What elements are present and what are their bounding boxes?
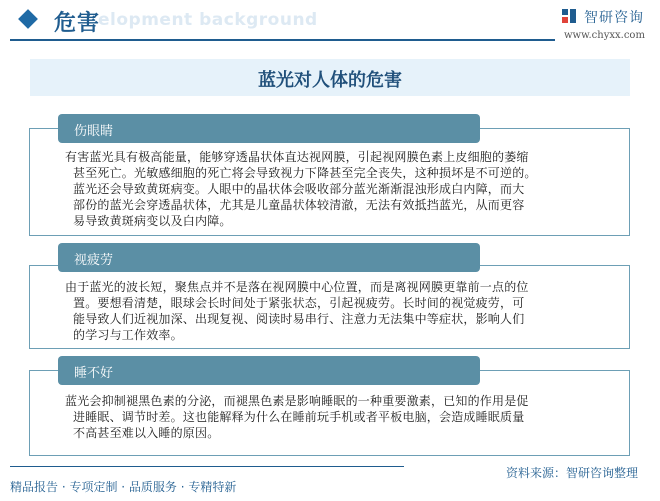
- banner: [30, 59, 630, 96]
- data-source: 资料来源：智研咨询整理: [506, 466, 639, 480]
- body-line: 能导致人们近视加深、出现复视、阅读时易串行、注意力无法集中等症状，影响人们: [73, 312, 525, 326]
- section-body: [65, 393, 600, 441]
- header-watermark: elopment background: [98, 10, 318, 30]
- body-line: 易导致黄斑病变以及白内障。: [73, 214, 232, 228]
- footer-divider: [10, 466, 330, 467]
- section-tab: [58, 114, 480, 143]
- section-tab: [58, 356, 480, 385]
- footer-slogan: 精品报告 · 专项定制 · 品质服务 · 专精特新: [10, 480, 237, 494]
- body-line: 部份的蓝光会穿透晶状体，尤其是儿童晶状体较清澈，无法有效抵挡蓝光，从而更容: [73, 198, 525, 212]
- section-tab-label: 视疲劳: [74, 253, 114, 268]
- section-tab-label: 伤眼睛: [74, 124, 114, 139]
- page-header: [0, 0, 660, 45]
- brand-logo-icon: [562, 9, 576, 23]
- page-title: 危害: [54, 10, 101, 36]
- diamond-bullet-icon: [18, 9, 38, 29]
- body-line: 的学习与工作效率。: [73, 328, 183, 342]
- section-body: [65, 279, 600, 343]
- brand-url: www.chyxx.com: [564, 30, 645, 41]
- header-divider: [10, 39, 555, 41]
- body-line: 有害蓝光具有极高能量，能够穿透晶状体直达视网膜，引起视网膜色素上皮细胞的萎缩: [65, 150, 529, 164]
- body-line: 蓝光会抑制褪黑色素的分泌，而褪黑色素是影响睡眠的一种重要激素，已知的作用是促: [65, 394, 529, 408]
- body-line: 不高甚至难以入睡的原因。: [73, 426, 220, 440]
- section-body: [65, 149, 600, 229]
- section-poor-sleep: [29, 356, 630, 456]
- section-tab: [58, 243, 480, 272]
- body-line: 置。要想看清楚，眼球会长时间处于紧张状态，引起视疲劳。长时间的视觉疲劳，可: [73, 296, 525, 310]
- body-line: 蓝光还会导致黄斑病变。人眼中的晶状体会吸收部分蓝光渐渐混浊形成白内障，而大: [73, 182, 525, 196]
- section-eye-damage: [29, 114, 630, 236]
- body-line: 由于蓝光的波长短，聚焦点并不是落在视网膜中心位置，而是离视网膜更靠前一点的位: [65, 280, 529, 294]
- section-tab-label: 睡不好: [74, 366, 114, 381]
- section-eye-fatigue: [29, 243, 630, 349]
- brand-name: 智研咨询: [584, 10, 644, 26]
- body-line: 进睡眠、调节时差。这也能解释为什么在睡前玩手机或者平板电脑，会造成睡眠质量: [73, 410, 525, 424]
- body-line: 甚至死亡。光敏感细胞的死亡将会导致视力下降甚至完全丧失，这种损坏是不可逆的。: [73, 166, 537, 180]
- banner-title: 蓝光对人体的危害: [258, 70, 402, 91]
- footer-divider-right: [330, 466, 404, 467]
